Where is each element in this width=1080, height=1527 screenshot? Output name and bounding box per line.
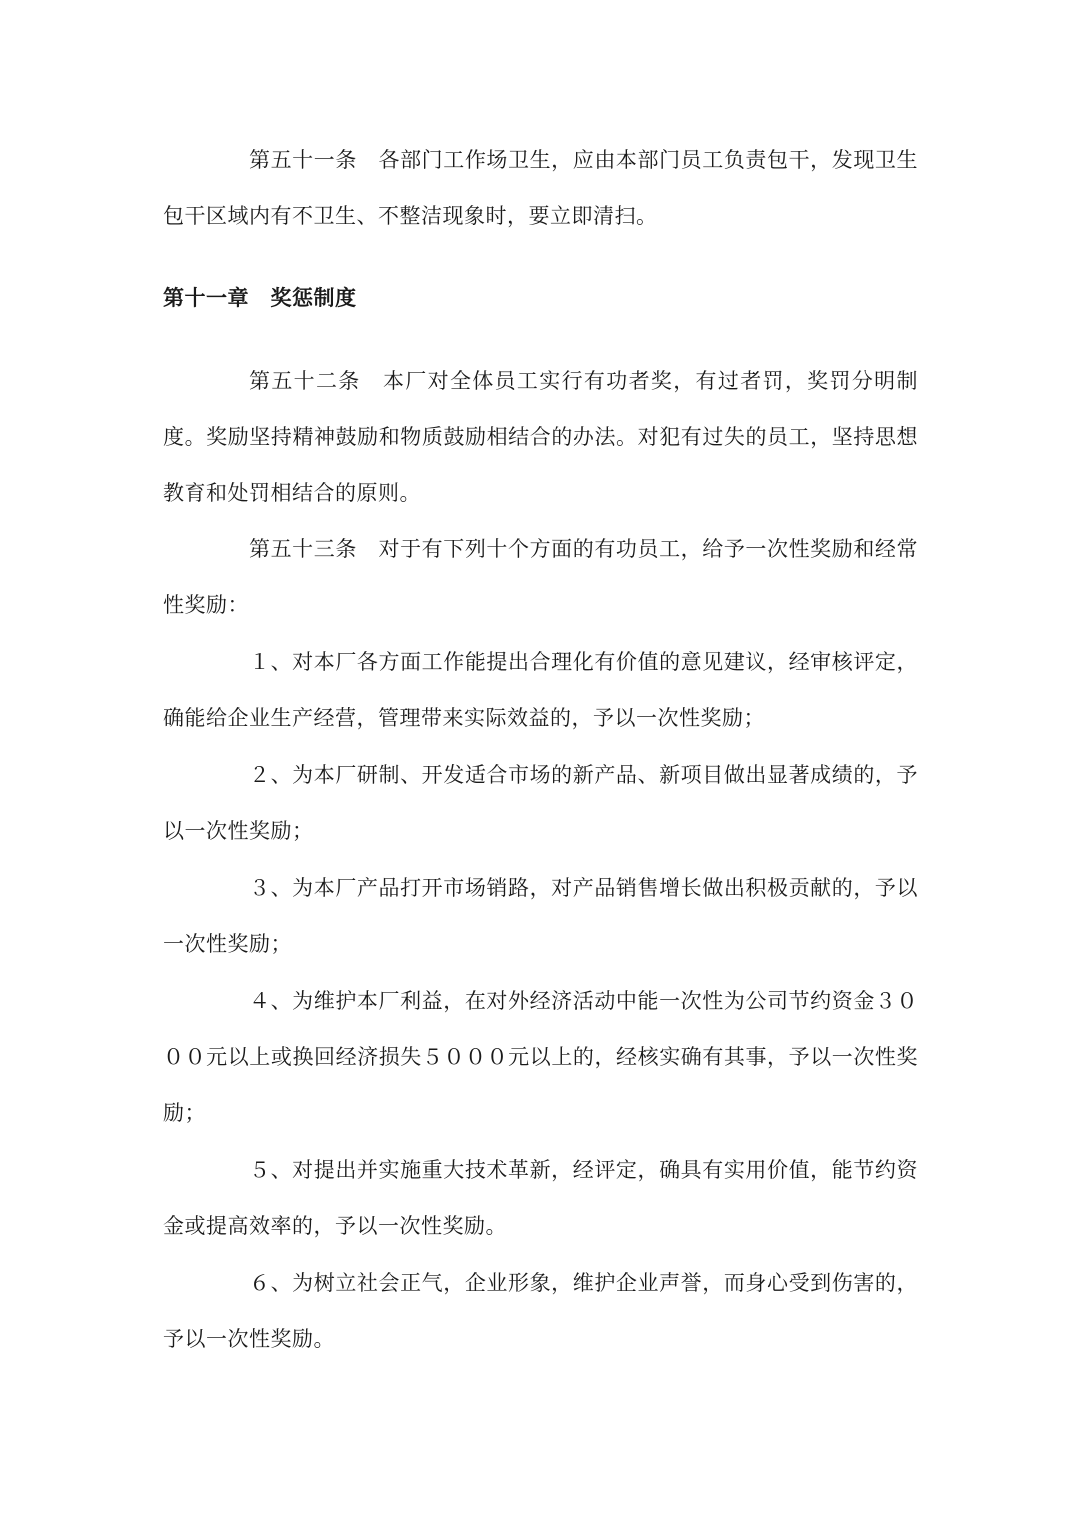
list-item-1: １、对本厂各方面工作能提出合理化有价值的意见建议，经审核评定，确能给企业生产经营，管理带来实际效益的，予以一次性奖励； [163, 650, 918, 730]
list-item-4: ４、为维护本厂利益，在对外经济活动中能一次性为公司节约资金３０００元以上或换回经济损失５０００元以上的，经核实确有其事，予以一次性奖励； [163, 989, 918, 1125]
article-53: 第五十三条 对于有下列十个方面的有功员工，给予一次性奖励和经常性奖励： [163, 537, 918, 617]
article-52: 第五十二条 本厂对全体员工实行有功者奖，有过者罚，奖罚分明制度。奖励坚持精神鼓励和物质鼓励相结合的办法。对犯有过失的员工，坚持思想教育和处罚相结合的原则。 [163, 369, 918, 505]
article-51: 第五十一条 各部门工作场卫生，应由本部门员工负责包干，发现卫生包干区域内有不卫生、不整洁现象时，要立即清扫。 [163, 148, 918, 228]
list-item-3: ３、为本厂产品打开市场销路，对产品销售增长做出积极贡献的，予以一次性奖励； [163, 876, 918, 956]
chapter-11-heading: 第十一章 奖惩制度 [163, 286, 357, 310]
list-item-5: ５、对提出并实施重大技术革新，经评定，确具有实用价值，能节约资金或提高效率的，予以一次性奖励。 [163, 1158, 918, 1238]
list-item-2: ２、为本厂研制、开发适合市场的新产品、新项目做出显著成绩的，予以一次性奖励； [163, 763, 918, 843]
list-item-6: ６、为树立社会正气，企业形象，维护企业声誉，而身心受到伤害的，予以一次性奖励。 [163, 1271, 918, 1351]
